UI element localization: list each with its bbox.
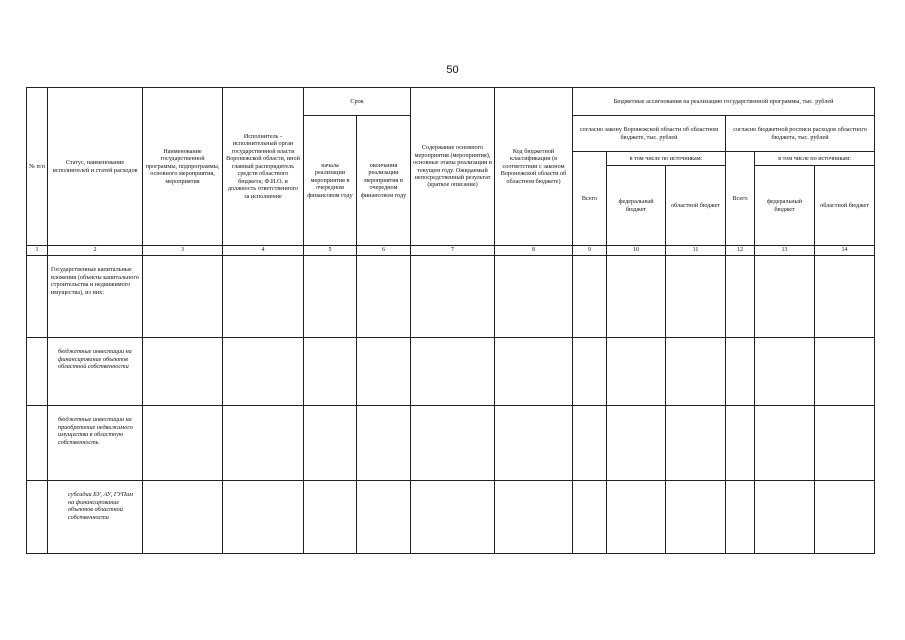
row-cell	[411, 406, 495, 481]
header-regional-schedule: областной бюджет	[815, 166, 875, 246]
column-number: 8	[495, 246, 573, 256]
column-number: 10	[607, 246, 666, 256]
table-row	[27, 256, 875, 338]
header-term: Срок	[304, 88, 411, 116]
row-cell	[666, 256, 726, 338]
header-federal-law: федеральный бюджет	[607, 166, 666, 246]
header-by-law: согласно закону Воронежской области об областном бюджете, тыс. рублей	[573, 116, 726, 152]
row-cell	[27, 481, 48, 554]
row-cell	[223, 338, 304, 406]
row-cell	[495, 481, 573, 554]
column-number: 1	[27, 246, 48, 256]
header-budget-code: Код бюджетной классификации (в соответствии с законом Воронежской области об областном бюджете)	[495, 88, 573, 246]
row-cell	[27, 338, 48, 406]
column-number: 13	[755, 246, 815, 256]
row-cell	[223, 256, 304, 338]
column-number: 5	[304, 246, 357, 256]
row-cell	[755, 481, 815, 554]
row-cell	[27, 406, 48, 481]
row-cell	[357, 338, 411, 406]
row-cell	[495, 406, 573, 481]
row-cell	[223, 406, 304, 481]
header-budget-allocations: Бюджетные ассигнования на реализацию государственной программы, тыс. рублей	[573, 88, 875, 116]
row-cell	[573, 406, 607, 481]
row-cell	[27, 256, 48, 338]
row-cell	[815, 338, 875, 406]
page-number: 50	[446, 64, 459, 76]
column-number: 12	[726, 246, 755, 256]
row-cell	[495, 256, 573, 338]
row-cell	[726, 481, 755, 554]
column-number: 3	[143, 246, 223, 256]
row-cell	[411, 256, 495, 338]
column-number: 9	[573, 246, 607, 256]
header-incl-sources-schedule: в том числе по источникам:	[755, 152, 875, 166]
header-num: № п/п	[27, 88, 48, 246]
row-cell	[755, 338, 815, 406]
row-label: субсидии БУ, АУ, ГУПам на финансирование объектов областной собственности	[48, 481, 143, 554]
column-number: 14	[815, 246, 875, 256]
row-cell	[357, 481, 411, 554]
row-cell	[666, 338, 726, 406]
header-term-end: окончания реализации мероприятия в очередном финансовом году	[357, 116, 411, 246]
budget-table	[26, 87, 875, 554]
row-cell	[573, 481, 607, 554]
header-program-name: Наименование государственной программы, подпрограммы, основного мероприятия, мероприятия	[143, 88, 223, 246]
table-row	[27, 481, 875, 554]
header-term-start: начала реализации мероприятия в очередном финансовом году	[304, 116, 357, 246]
column-number: 2	[48, 246, 143, 256]
row-cell	[666, 481, 726, 554]
column-number: 7	[411, 246, 495, 256]
row-cell	[726, 256, 755, 338]
column-number: 4	[223, 246, 304, 256]
header-total-law: Всего	[573, 152, 607, 246]
row-cell	[573, 338, 607, 406]
table-row	[27, 406, 875, 481]
row-label: бюджетные инвестиции на приобретение недвижимого имущества в областную собственность	[48, 406, 143, 481]
row-cell	[607, 406, 666, 481]
header-status: Статус, наименование исполнителей и статей расходов	[48, 88, 143, 246]
row-cell	[223, 481, 304, 554]
row-cell	[815, 406, 875, 481]
header-executor: Исполнитель - исполнительный орган государственной власти Воронежской области, иной главный распорядитель средств областного бюджета; Ф.И.О. и должность ответственного за исполнение	[223, 88, 304, 246]
row-cell	[304, 406, 357, 481]
row-cell	[143, 256, 223, 338]
row-label: Государственные капитальные вложения (объекты капитального строительства и недвижимого имущества), из них:	[48, 256, 143, 338]
row-cell	[357, 406, 411, 481]
row-label: бюджетные инвестиции на финансирование объектов областной собственности	[48, 338, 143, 406]
row-cell	[666, 406, 726, 481]
row-cell	[726, 338, 755, 406]
row-cell	[573, 256, 607, 338]
header-incl-sources-law: в том числе по источникам:	[607, 152, 726, 166]
row-cell	[815, 481, 875, 554]
column-number: 6	[357, 246, 411, 256]
row-cell	[143, 406, 223, 481]
row-cell	[607, 481, 666, 554]
row-cell	[143, 481, 223, 554]
row-cell	[726, 406, 755, 481]
row-cell	[495, 338, 573, 406]
row-cell	[304, 338, 357, 406]
header-total-schedule: Всего	[726, 152, 755, 246]
row-cell	[411, 338, 495, 406]
header-regional-law: областной бюджет	[666, 166, 726, 246]
column-number: 11	[666, 246, 726, 256]
row-cell	[411, 481, 495, 554]
row-cell	[304, 256, 357, 338]
row-cell	[607, 256, 666, 338]
row-cell	[143, 338, 223, 406]
row-cell	[755, 256, 815, 338]
header-by-schedule: согласно бюджетной росписи расходов областного бюджета, тыс. рублей	[726, 116, 875, 152]
header-content: Содержание основного мероприятия (мероприятия), основные этапы реализации в текущем году. Ожидаемый непосредственный результат (краткое описание)	[411, 88, 495, 246]
row-cell	[755, 406, 815, 481]
row-cell	[607, 338, 666, 406]
table-row	[27, 338, 875, 406]
row-cell	[304, 481, 357, 554]
row-cell	[357, 256, 411, 338]
row-cell	[815, 256, 875, 338]
header-federal-schedule: федеральный бюджет	[755, 166, 815, 246]
